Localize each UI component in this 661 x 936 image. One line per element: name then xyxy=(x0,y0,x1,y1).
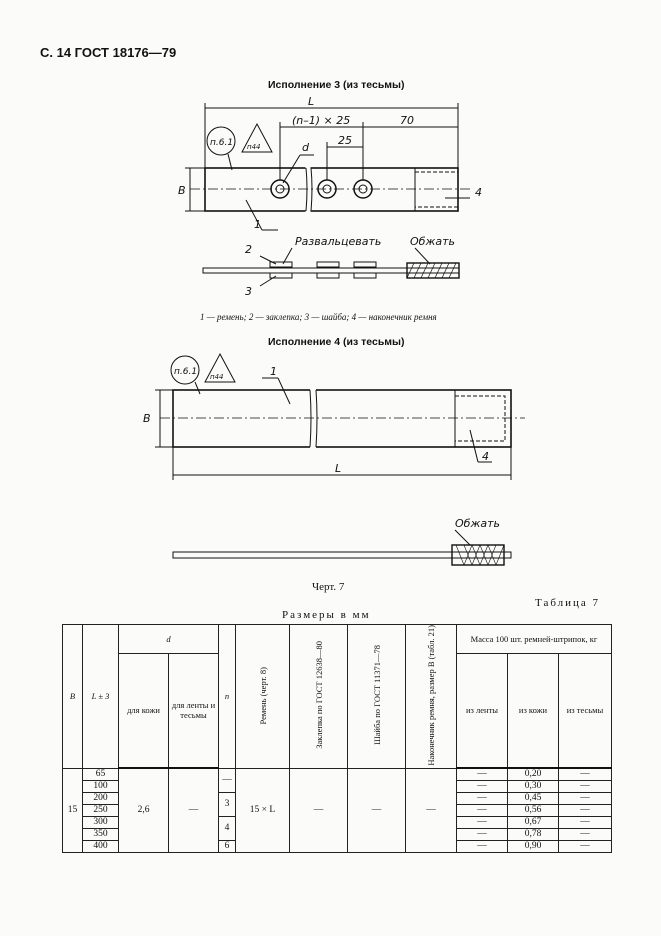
header-n: n xyxy=(219,625,236,769)
header-belt: Ремень (черт. 8) xyxy=(236,625,290,769)
cell-L: 250 xyxy=(83,804,119,816)
header-mass-textile: из тесьмы xyxy=(559,653,612,768)
header-B: B xyxy=(63,625,83,769)
cell-mass-tape: — xyxy=(457,804,508,816)
note-crimp-v4: Обжать xyxy=(455,517,500,530)
cell-mass-textile: — xyxy=(559,828,612,840)
ref-p61-text-v4: п.6.1 xyxy=(174,367,198,377)
ref-n44-text: п44 xyxy=(247,143,261,151)
cell-mass-textile: — xyxy=(559,804,612,816)
cell-mass-leather: 0,78 xyxy=(508,828,559,840)
cell-mass-leather: 0,56 xyxy=(508,804,559,816)
table-row xyxy=(63,768,612,780)
size-table xyxy=(62,624,612,853)
cell-n: 6 xyxy=(219,840,236,852)
label-70: 70 xyxy=(400,114,414,127)
cell-mass-tape: — xyxy=(457,780,508,792)
cell-n: 4 xyxy=(219,816,236,840)
cell-B: 15 xyxy=(63,768,83,852)
cell-L: 400 xyxy=(83,840,119,852)
label-L-v4: L xyxy=(335,462,342,475)
figure-label: Черт. 7 xyxy=(312,581,345,593)
label-25: 25 xyxy=(338,134,352,147)
header-d-leather: для кожи xyxy=(119,653,169,768)
ref-n44-text-v4: п44 xyxy=(210,373,224,381)
header-tip: Наконечник ремня, размер B (табл. 21) xyxy=(406,625,457,769)
cell-mass-textile: — xyxy=(559,792,612,804)
cell-washer: — xyxy=(348,768,406,852)
cell-mass-leather: 0,67 xyxy=(508,816,559,828)
header-washer: Шайба по ГОСТ 11371—78 xyxy=(348,625,406,769)
cell-mass-textile: — xyxy=(559,768,612,780)
cell-mass-tape: — xyxy=(457,816,508,828)
label-d: d xyxy=(302,141,309,154)
variant3-caption: Исполнение 3 (из тесьмы) xyxy=(268,79,405,91)
cell-tip: — xyxy=(406,768,457,852)
cell-L: 65 xyxy=(83,768,119,780)
note-flare: Развальцевать xyxy=(295,235,382,248)
ref-p61-text: п.6.1 xyxy=(210,138,234,148)
cell-mass-leather: 0,45 xyxy=(508,792,559,804)
page-header: С. 14 ГОСТ 18176—79 xyxy=(40,45,177,60)
cell-L: 200 xyxy=(83,792,119,804)
note-crimp: Обжать xyxy=(410,235,455,248)
header-L: L ± 3 xyxy=(83,625,119,769)
header-d-tape: для ленты и тесьмы xyxy=(169,653,219,768)
callout-2: 2 xyxy=(245,243,252,256)
callout-4: 4 xyxy=(475,186,482,199)
header-rivet: Заклепка по ГОСТ 12638—80 xyxy=(290,625,348,769)
cell-L: 100 xyxy=(83,780,119,792)
cell-d-leather: 2,6 xyxy=(119,768,169,852)
cell-mass-tape: — xyxy=(457,840,508,852)
variant4-caption: Исполнение 4 (из тесьмы) xyxy=(268,336,405,348)
cell-mass-tape: — xyxy=(457,792,508,804)
header-mass-leather: из кожи xyxy=(508,653,559,768)
table-label: Таблица 7 xyxy=(535,597,601,609)
cell-mass-leather: 0,90 xyxy=(508,840,559,852)
label-B-v4: B xyxy=(143,412,151,425)
label-L: L xyxy=(308,95,315,108)
callout-1: 1 xyxy=(254,218,261,231)
callout-1-v4: 1 xyxy=(270,365,277,378)
cell-L: 350 xyxy=(83,828,119,840)
belt-body-v4 xyxy=(173,390,511,447)
cell-L: 300 xyxy=(83,816,119,828)
callout-3: 3 xyxy=(245,285,252,298)
cell-mass-leather: 0,30 xyxy=(508,780,559,792)
label-B: B xyxy=(178,184,186,197)
callout-4-v4: 4 xyxy=(482,450,489,463)
cell-d-tape: — xyxy=(169,768,219,852)
cell-mass-textile: — xyxy=(559,840,612,852)
header-mass-tape: из ленты xyxy=(457,653,508,768)
cell-mass-textile: — xyxy=(559,816,612,828)
cell-mass-tape: — xyxy=(457,768,508,780)
cell-rivet: — xyxy=(290,768,348,852)
cell-mass-leather: 0,20 xyxy=(508,768,559,780)
header-d: d xyxy=(119,625,219,654)
table-subtitle: Размеры в мм xyxy=(282,609,371,621)
cell-n: 3 xyxy=(219,792,236,816)
cell-mass-tape: — xyxy=(457,828,508,840)
variant3-legend: 1 — ремень; 2 — заклепка; 3 — шайба; 4 — наконечник ремня xyxy=(200,312,437,322)
cell-belt: 15 × L xyxy=(236,768,290,852)
cell-mass-textile: — xyxy=(559,780,612,792)
header-mass: Масса 100 шт. ремней-штрипок, кг xyxy=(457,625,612,654)
label-n25: (n–1) × 25 xyxy=(292,114,351,127)
cell-n: — xyxy=(219,768,236,792)
